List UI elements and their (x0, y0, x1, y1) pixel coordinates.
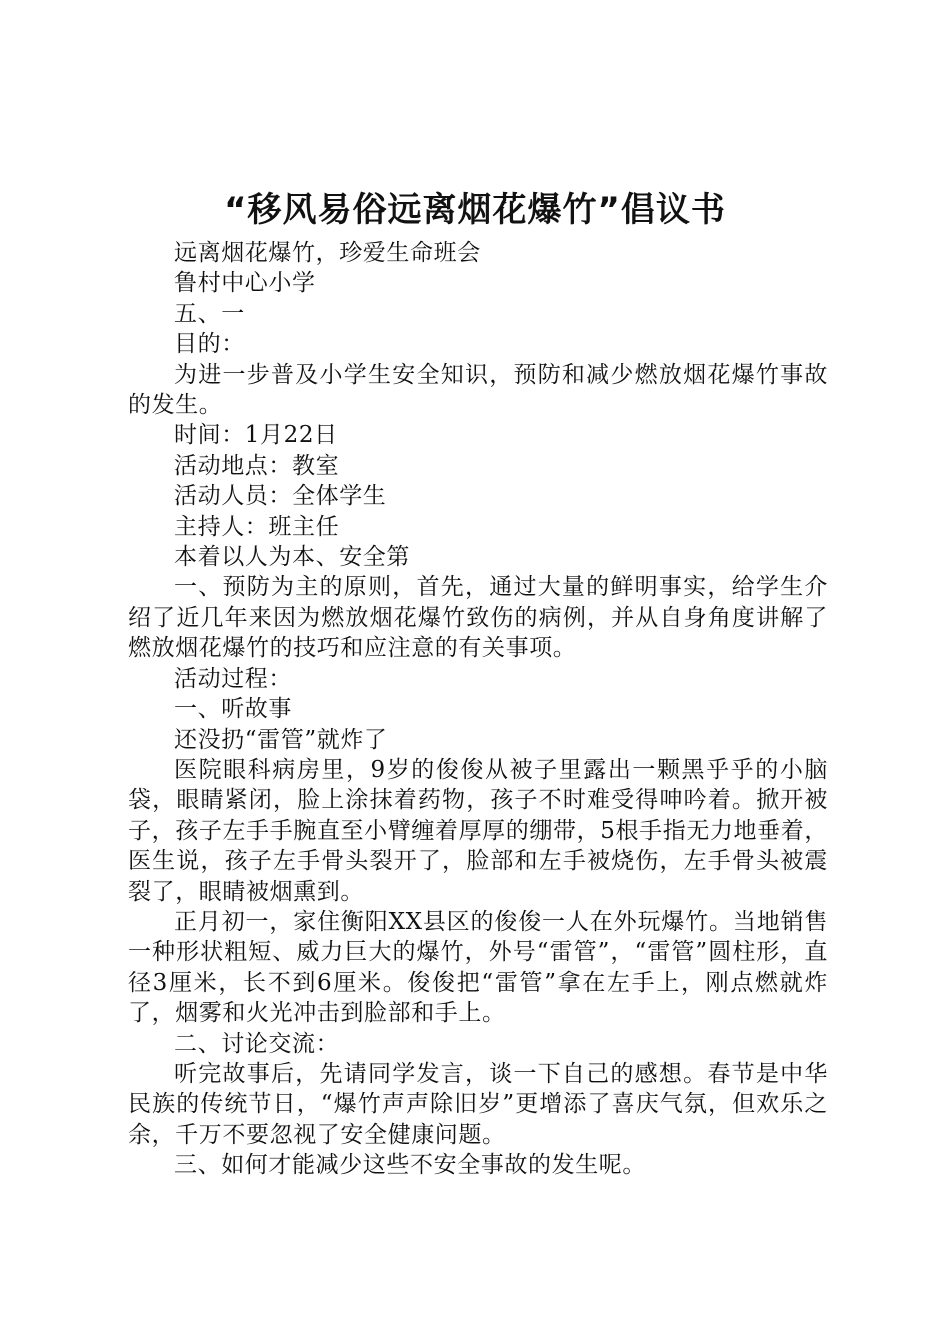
paragraph: 本着以人为本、安全第 (174, 544, 410, 571)
paragraph: 为进一步普及小学生安全知识，预防和减少燃放烟花爆竹事故的发生。 (128, 361, 828, 419)
paragraph: 医院眼科病房里，9岁的俊俊从被子里露出一颗黑乎乎的小脑袋，眼睛紧闭，脸上涂抹着药物，孩子不时难受得呻吟着。掀开被子，孩子左手手腕直至小臂缠着厚厚的绷带，5根手指无力地垂着，医生说，孩子左手骨头裂开了，脸部和左手被烧伤，左手骨头被震裂了，眼睛被烟熏到。 (128, 756, 828, 905)
paragraph: 还没扔“雷管”就炸了 (174, 726, 388, 753)
paragraph: 二、讨论交流： (174, 1030, 340, 1057)
document-body (128, 238, 828, 1181)
paragraph: 五、一 (174, 300, 245, 327)
paragraph: 目的： (174, 331, 245, 358)
document-title: “移风易俗远离烟花爆竹”倡议书 (224, 190, 726, 230)
paragraph: 三、如何才能减少这些不安全事故的发生呢。 (174, 1152, 646, 1179)
paragraph: 远离烟花爆竹，珍爱生命班会 (174, 240, 481, 266)
paragraph: 活动地点：教室 (174, 452, 340, 479)
paragraph: 时间：1月22日 (174, 422, 338, 449)
paragraph: 正月初一，家住衡阳XX县区的俊俊一人在外玩爆竹。当地销售一种形状粗短、威力巨大的爆竹，外号“雷管”，“雷管”圆柱形，直径3厘米，长不到6厘米。俊俊把“雷管”拿在左手上，刚点燃就炸了，烟雾和火光冲击到脸部和手上。 (128, 908, 828, 1027)
paragraph: 主持人：班主任 (174, 513, 340, 540)
paragraph: 活动过程： (174, 665, 292, 692)
paragraph: 一、听故事 (174, 696, 292, 723)
paragraph: 听完故事后，先请同学发言，谈一下自己的感想。春节是中华民族的传统节日，“爆竹声声除旧岁”更增添了喜庆气氛，但欢乐之余，千万不要忽视了安全健康问题。 (128, 1060, 828, 1148)
paragraph: 一、预防为主的原则，首先，通过大量的鲜明事实，给学生介绍了近几年来因为燃放烟花爆竹致伤的病例，并从自身角度讲解了燃放烟花爆竹的技巧和应注意的有关事项。 (128, 574, 828, 662)
paragraph: 鲁村中心小学 (174, 270, 316, 297)
paragraph: 活动人员：全体学生 (174, 483, 387, 510)
